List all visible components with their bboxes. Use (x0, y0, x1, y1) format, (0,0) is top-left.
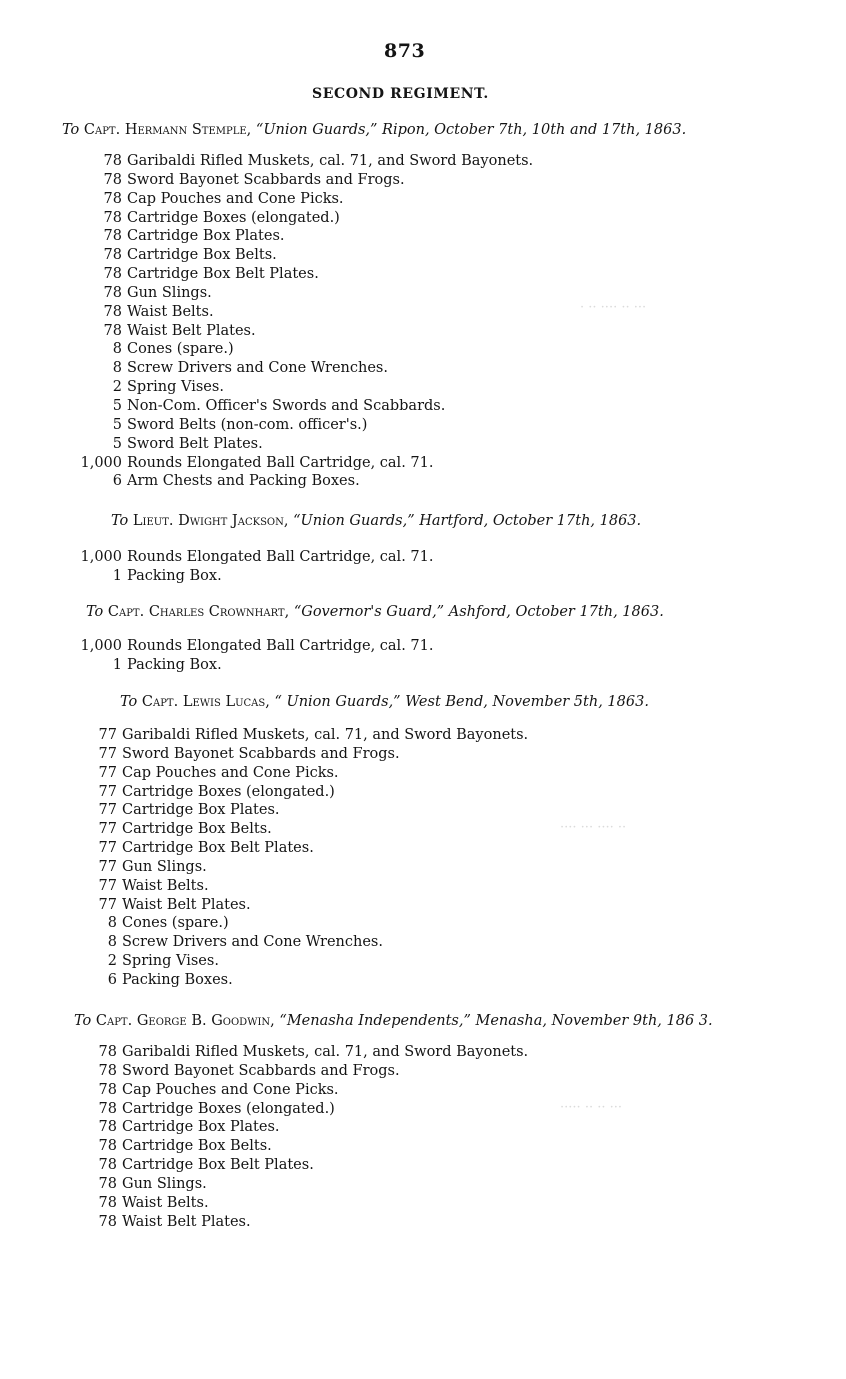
item-description: Cap Pouches and Cone Picks. (127, 190, 344, 207)
item-description: Garibaldi Rifled Muskets, cal. 71, and Sword Bayonets. (122, 1044, 529, 1060)
item-description: Sword Bayonet Scabbards and Frogs. (127, 171, 405, 188)
bleed-through-mark: ·· ···· ··· ···· (560, 820, 627, 835)
company-name: “Governor's Guard,” (293, 604, 445, 620)
item-quantity: 1 (112, 567, 122, 584)
item-quantity: 6 (107, 971, 117, 988)
item-description: Gun Slings. (122, 1175, 207, 1192)
item-quantity: 77 (98, 821, 117, 838)
item-quantity: 77 (98, 745, 117, 762)
item-description: Waist Belt Plates. (122, 1213, 251, 1230)
item-quantity: 1,000 (80, 549, 122, 565)
company-name: “Union Guards,” (255, 122, 378, 138)
item-quantity: 6 (112, 473, 122, 490)
item-description: Cones (spare.) (127, 341, 234, 358)
item-quantity: 78 (103, 153, 122, 169)
item-quantity: 77 (98, 877, 117, 894)
item-description: Packing Boxes. (122, 971, 233, 988)
item-description: Sword Belt Plates. (127, 435, 263, 452)
item-description: Cartridge Box Belt Plates. (127, 266, 319, 283)
item-quantity: 77 (98, 727, 117, 743)
item-quantity: 78 (98, 1100, 117, 1117)
item-quantity: 78 (103, 247, 122, 264)
section-heading: SECOND REGIMENT. (312, 86, 489, 102)
item-quantity: 77 (98, 764, 117, 781)
item-quantity: 78 (98, 1175, 117, 1192)
item-description: Rounds Elongated Ball Cartridge, cal. 71. (127, 549, 434, 565)
item-quantity: 8 (107, 915, 117, 932)
item-description: Sword Belts (non-com. officer's.) (127, 416, 368, 433)
entry-title (86, 604, 664, 620)
entry-date: October 17th, 1863. (492, 513, 642, 529)
company-name: “ Union Guards,” (274, 694, 401, 710)
item-quantity: 78 (98, 1119, 117, 1136)
place-name: Menasha, (475, 1013, 547, 1029)
item-description: Cartridge Boxes (elongated.) (122, 1100, 335, 1117)
item-description: Packing Box. (127, 567, 222, 584)
item-quantity: 8 (112, 341, 122, 358)
entry-date: October 7th, 10th and 17th, 1863. (434, 122, 687, 138)
place-name: Ashford, (448, 604, 511, 620)
item-description: Waist Belt Plates. (122, 896, 251, 913)
officer-name: Lieut. Dwight Jackson, (132, 513, 289, 529)
item-description: Packing Box. (127, 656, 222, 673)
item-description: Cartridge Box Belt Plates. (122, 840, 314, 857)
company-name: “Menasha Independents,” (279, 1013, 471, 1029)
item-quantity: 5 (112, 397, 122, 414)
item-quantity: 8 (107, 934, 117, 951)
item-quantity: 78 (103, 228, 122, 245)
item-description: Cartridge Boxes (elongated.) (127, 209, 340, 226)
item-quantity: 78 (98, 1081, 117, 1098)
officer-name: Capt. Charles Crownhart, (107, 604, 290, 620)
item-description: Sword Bayonet Scabbards and Frogs. (122, 745, 400, 762)
item-description: Waist Belts. (127, 303, 214, 320)
officer-name: Capt. George B. Goodwin, (95, 1013, 275, 1029)
item-quantity: 77 (98, 802, 117, 819)
page-number: 873 (384, 40, 426, 62)
item-quantity: 77 (98, 858, 117, 875)
item-description: Screw Drivers and Cone Wrenches. (127, 360, 388, 377)
item-quantity: 78 (98, 1157, 117, 1174)
item-description: Sword Bayonet Scabbards and Frogs. (122, 1062, 400, 1079)
item-quantity: 8 (112, 360, 122, 377)
entry-prefix: To (86, 604, 104, 620)
item-quantity: 78 (103, 171, 122, 188)
entry-title (111, 513, 641, 529)
item-quantity: 5 (112, 416, 122, 433)
place-name: Ripon, (382, 122, 430, 138)
place-name: Hartford, (419, 513, 489, 529)
entry-title (120, 694, 649, 710)
entry-date: October 17th, 1863. (515, 604, 664, 620)
item-description: Garibaldi Rifled Muskets, cal. 71, and Sword Bayonets. (127, 153, 534, 169)
item-description: Cartridge Box Belts. (122, 1138, 272, 1155)
item-quantity: 78 (98, 1213, 117, 1230)
item-quantity: 77 (98, 783, 117, 800)
entry-title (62, 122, 686, 138)
item-description: Cartridge Box Belt Plates. (122, 1157, 314, 1174)
item-quantity: 1,000 (80, 638, 122, 654)
item-description: Cartridge Box Plates. (122, 802, 280, 819)
item-quantity: 78 (103, 266, 122, 283)
item-description: Cartridge Box Plates. (127, 228, 285, 245)
item-description: Waist Belts. (122, 1194, 209, 1211)
item-quantity: 1,000 (80, 454, 122, 471)
item-description: Non-Com. Officer's Swords and Scabbards. (127, 397, 446, 414)
entry-prefix: To (62, 122, 80, 138)
item-quantity: 77 (98, 896, 117, 913)
item-description: Cap Pouches and Cone Picks. (122, 1081, 339, 1098)
item-description: Gun Slings. (122, 858, 207, 875)
item-description: Gun Slings. (127, 284, 212, 301)
item-description: Waist Belt Plates. (127, 322, 256, 339)
officer-name: Capt. Lewis Lucas, (141, 694, 270, 710)
item-quantity: 2 (112, 379, 122, 396)
item-quantity: 5 (112, 435, 122, 452)
item-description: Waist Belts. (122, 877, 209, 894)
item-description: Arm Chests and Packing Boxes. (127, 473, 360, 490)
item-description: Cones (spare.) (122, 915, 229, 932)
item-description: Cartridge Box Plates. (122, 1119, 280, 1136)
item-quantity: 77 (98, 840, 117, 857)
item-quantity: 78 (98, 1194, 117, 1211)
entry-prefix: To (111, 513, 129, 529)
item-quantity: 78 (98, 1138, 117, 1155)
company-name: “Union Guards,” (293, 513, 415, 529)
item-description: Spring Vises. (122, 953, 219, 970)
item-quantity: 78 (98, 1044, 117, 1060)
item-quantity: 78 (103, 284, 122, 301)
officer-name: Capt. Hermann Stemple, (83, 122, 252, 138)
item-description: Cap Pouches and Cone Picks. (122, 764, 339, 781)
bleed-through-mark: ··· ·· ·· ····· (560, 1100, 622, 1115)
item-quantity: 78 (98, 1062, 117, 1079)
item-quantity: 78 (103, 303, 122, 320)
bleed-through-mark: ··· ·· ···· ·· · (580, 300, 647, 315)
entry-date: November 9th, 186 3. (551, 1013, 713, 1029)
place-name: West Bend, (405, 694, 488, 710)
entry-prefix: To (120, 694, 138, 710)
item-description: Rounds Elongated Ball Cartridge, cal. 71. (127, 638, 434, 654)
item-description: Garibaldi Rifled Muskets, cal. 71, and Sword Bayonets. (122, 727, 529, 743)
entry-prefix: To (74, 1013, 92, 1029)
item-description: Spring Vises. (127, 379, 224, 396)
item-quantity: 1 (112, 656, 122, 673)
entry-title (74, 1013, 713, 1029)
item-description: Screw Drivers and Cone Wrenches. (122, 934, 383, 951)
item-quantity: 2 (107, 953, 117, 970)
item-description: Cartridge Boxes (elongated.) (122, 783, 335, 800)
item-quantity: 78 (103, 190, 122, 207)
item-quantity: 78 (103, 322, 122, 339)
item-description: Cartridge Box Belts. (122, 821, 272, 838)
item-quantity: 78 (103, 209, 122, 226)
item-description: Rounds Elongated Ball Cartridge, cal. 71. (127, 454, 434, 471)
entry-date: November 5th, 1863. (492, 694, 649, 710)
item-description: Cartridge Box Belts. (127, 247, 277, 264)
